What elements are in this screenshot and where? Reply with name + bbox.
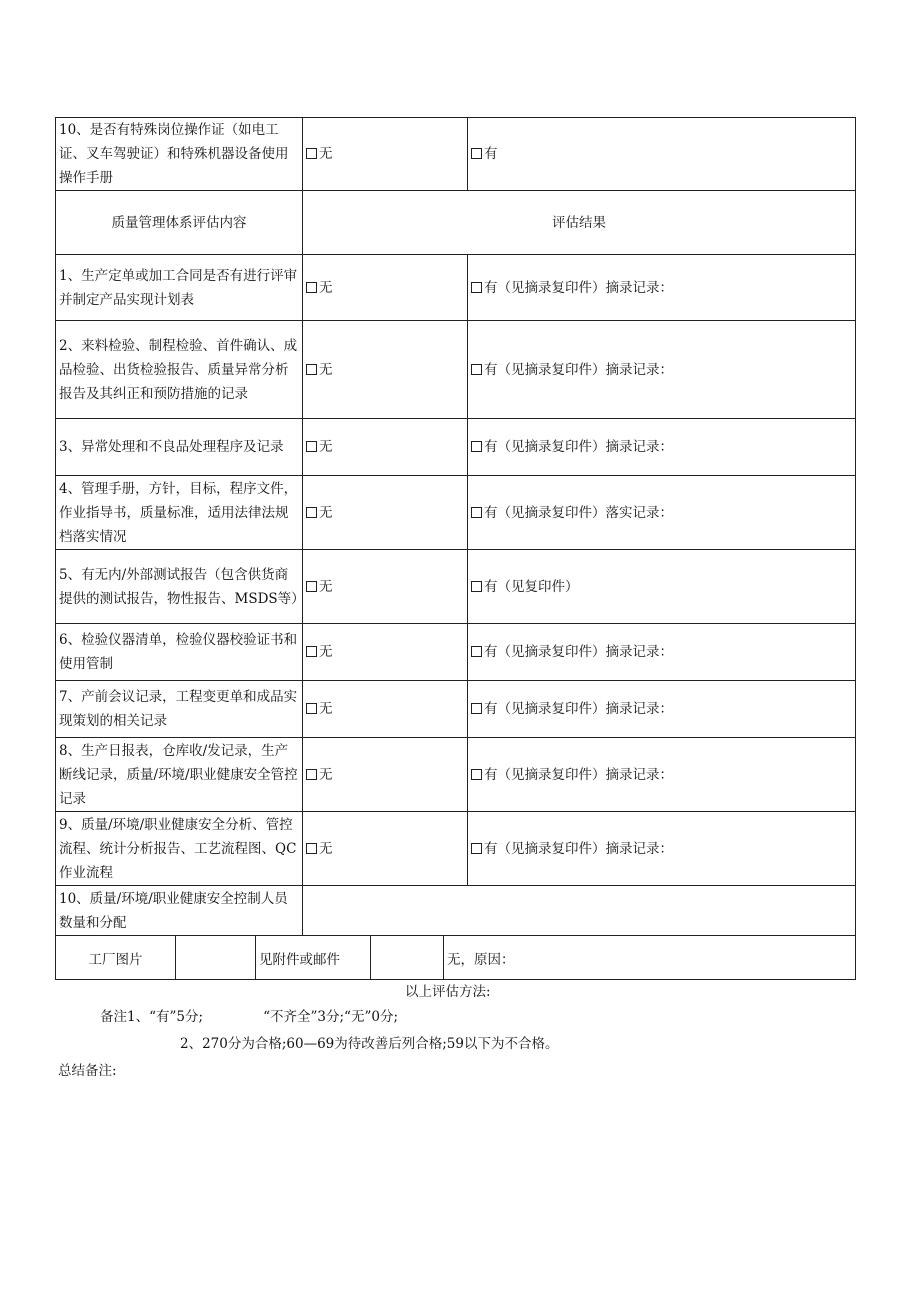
yes-option[interactable]: 有（见摘录复印件）摘录记录：: [468, 255, 856, 321]
no-option[interactable]: 无: [303, 550, 468, 624]
checkbox-icon[interactable]: [471, 148, 482, 159]
no-option[interactable]: 无: [303, 738, 468, 812]
yes-option[interactable]: 有（见摘录复印件）摘录记录：: [468, 321, 856, 419]
item-cell: 2、来料检验、制程检验、首件确认、成品检验、出货检验报告、质量异常分析报告及其纠正和预防措施的记录: [56, 321, 303, 419]
table-row: [56, 118, 856, 191]
yes-option[interactable]: 有（见摘录复印件）落实记录：: [468, 476, 856, 550]
no-option[interactable]: 无: [303, 118, 468, 191]
no-option[interactable]: 无: [303, 321, 468, 419]
note-line-1: 备注1、“有”5分; “不齐全”3分;“无”0分;: [100, 1009, 398, 1025]
checkbox-icon[interactable]: [471, 441, 482, 452]
yes-option[interactable]: 有（见摘录复印件）摘录记录：: [468, 624, 856, 681]
checkbox-icon[interactable]: [306, 441, 317, 452]
table-row: [56, 738, 856, 812]
table-row: [56, 550, 856, 624]
assessment-table: [55, 117, 856, 936]
table-row: [56, 476, 856, 550]
checkbox-icon[interactable]: [306, 646, 317, 657]
table-row: [56, 812, 856, 886]
checkbox-icon[interactable]: [306, 507, 317, 518]
item-cell: 8、生产日报表，仓库收/发记录，生产断线记录，质量/环境/职业健康安全管控记录: [56, 738, 303, 812]
content-header: 质量管理体系评估内容: [56, 191, 303, 255]
table-row: [56, 624, 856, 681]
item-cell: 7、产前会议记录，工程变更单和成品实现策划的相关记录: [56, 681, 303, 738]
item-cell: 1、生产定单或加工合同是否有进行评审并制定产品实现计划表: [56, 255, 303, 321]
attachment-label: 见附件或邮件: [256, 936, 371, 980]
no-option[interactable]: 无: [303, 476, 468, 550]
photo-row: [56, 936, 856, 980]
checkbox-icon[interactable]: [306, 364, 317, 375]
checkbox-icon[interactable]: [306, 148, 317, 159]
no-option[interactable]: 无: [303, 624, 468, 681]
item-cell: 4、管理手册，方针，目标，程序文件，作业指导书，质量标准，适用法律法规档落实情况: [56, 476, 303, 550]
photo-blank-cell[interactable]: [176, 936, 256, 980]
yes-option[interactable]: 有（见摘录复印件）摘录记录：: [468, 812, 856, 886]
no-option[interactable]: 无: [303, 255, 468, 321]
item-cell: 3、异常处理和不良品处理程序及记录: [56, 419, 303, 476]
no-option[interactable]: 无: [303, 681, 468, 738]
item-cell: 5、有无内/外部测试报告（包含供货商提供的测试报告，物性报告、MSDS等）: [56, 550, 303, 624]
table-row: [56, 255, 856, 321]
method-title: 以上评估方法:: [405, 984, 491, 1000]
table-row: [56, 886, 856, 936]
checkbox-icon[interactable]: [471, 703, 482, 714]
attachment-blank-cell[interactable]: [371, 936, 444, 980]
checkbox-icon[interactable]: [471, 843, 482, 854]
note-line-2: 2、270分为合格;60—69为待改善后列合格;59以下为不合格。: [180, 1036, 559, 1052]
checkbox-icon[interactable]: [471, 282, 482, 293]
checkbox-icon[interactable]: [471, 364, 482, 375]
header-row: [56, 191, 856, 255]
empty-result-cell[interactable]: [303, 886, 856, 936]
yes-option[interactable]: 有（见摘录复印件）摘录记录：: [468, 419, 856, 476]
table-row: [56, 419, 856, 476]
item-cell: 10、是否有特殊岗位操作证（如电工证、叉车驾驶证）和特殊机器设备使用操作手册: [56, 118, 303, 191]
checkbox-icon[interactable]: [306, 703, 317, 714]
item-cell: 10、质量/环境/职业健康安全控制人员数量和分配: [56, 886, 303, 936]
checkbox-icon[interactable]: [471, 507, 482, 518]
result-header: 评估结果: [303, 191, 856, 255]
yes-option[interactable]: 有（见摘录复印件）摘录记录：: [468, 681, 856, 738]
yes-option[interactable]: 有: [468, 118, 856, 191]
item-cell: 9、质量/环境/职业健康安全分析、管控流程、统计分析报告、工艺流程图、QC作业流程: [56, 812, 303, 886]
checkbox-icon[interactable]: [306, 769, 317, 780]
item-cell: 6、检验仪器清单，检验仪器校验证书和使用管制: [56, 624, 303, 681]
checkbox-icon[interactable]: [471, 581, 482, 592]
photo-label: 工厂图片: [56, 936, 176, 980]
table-row: [56, 681, 856, 738]
yes-option[interactable]: 有（见摘录复印件）摘录记录：: [468, 738, 856, 812]
yes-option[interactable]: 有（见复印件）: [468, 550, 856, 624]
factory-photo-table: [55, 935, 856, 980]
checkbox-icon[interactable]: [306, 581, 317, 592]
none-reason-cell[interactable]: 无，原因：: [444, 936, 856, 980]
table-row: [56, 321, 856, 419]
checkbox-icon[interactable]: [471, 769, 482, 780]
checkbox-icon[interactable]: [306, 282, 317, 293]
checkbox-icon[interactable]: [471, 646, 482, 657]
summary-remark: 总结备注:: [58, 1063, 117, 1079]
no-option[interactable]: 无: [303, 419, 468, 476]
checkbox-icon[interactable]: [306, 843, 317, 854]
no-option[interactable]: 无: [303, 812, 468, 886]
